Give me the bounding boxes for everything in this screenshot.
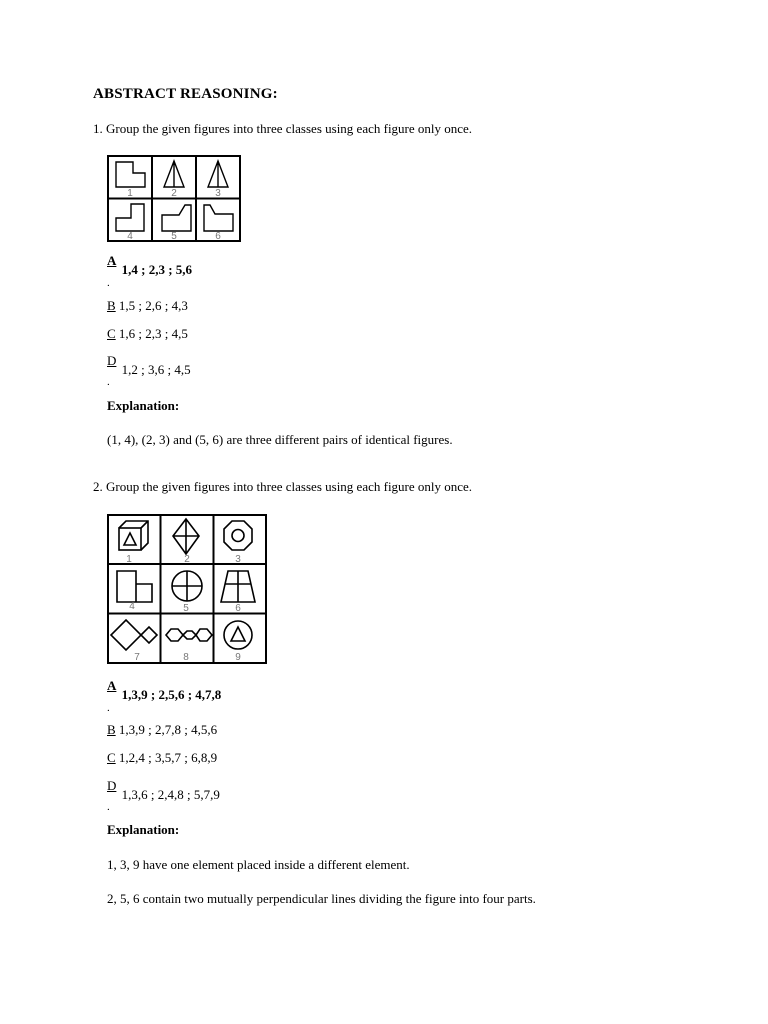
option-letter: D — [107, 778, 117, 793]
figure-label-5: 5 — [183, 603, 189, 614]
option-letter: B — [107, 722, 116, 737]
figure-label-9: 9 — [235, 652, 241, 663]
figure-3-triangle — [208, 161, 228, 187]
figure-label-4: 4 — [129, 601, 135, 612]
figure-label-7: 7 — [134, 652, 140, 663]
q1-option-a[interactable] — [107, 253, 193, 277]
q2-explanation-line-2: 2, 5, 6 contain two mutually perpendicular lines dividing the figure into four parts. — [107, 891, 536, 906]
figure-7-diamonds — [111, 620, 157, 650]
option-answer: 1,3,9 ; 2,5,6 ; 4,7,8 — [121, 687, 222, 702]
option-letter: D — [107, 353, 117, 368]
option-answer: 1,5 ; 2,6 ; 4,3 — [118, 298, 188, 313]
q2-option-d[interactable] — [107, 778, 220, 802]
option-answer: 1,3,9 ; 2,7,8 ; 4,5,6 — [118, 722, 218, 737]
figure-3-octagon-with-circle — [224, 521, 252, 550]
q2-option-c[interactable] — [107, 750, 217, 766]
figure-label-1: 1 — [126, 554, 132, 565]
option-answer: 1,2 ; 3,6 ; 4,5 — [121, 362, 191, 377]
question-1-text: 1. Group the given figures into three classes using each figure only once. — [93, 121, 473, 136]
q1-option-b[interactable] — [107, 298, 188, 314]
q2-explanation-heading: Explanation: — [107, 822, 180, 837]
figure-8-hexagon-chain — [166, 629, 212, 641]
figure-4-l-shape — [116, 204, 144, 231]
q1-option-d[interactable] — [107, 353, 191, 377]
figure-label-5: 5 — [171, 231, 177, 242]
figure-label-2: 2 — [184, 554, 190, 565]
q1-explanation-line: (1, 4), (2, 3) and (5, 6) are three different pairs of identical figures. — [107, 432, 453, 447]
option-letter: C — [107, 326, 116, 341]
figure-label-6: 6 — [215, 231, 221, 242]
page-title: ABSTRACT REASONING: — [93, 86, 278, 102]
q2-explanation-line-1: 1, 3, 9 have one element placed inside a different element. — [107, 857, 410, 872]
question-2-figure-grid — [107, 514, 267, 664]
figure-1-l-shape — [116, 162, 145, 187]
option-answer: 1,6 ; 2,3 ; 4,5 — [118, 326, 188, 341]
q2-option-a-dot: . — [107, 702, 110, 714]
option-letter: C — [107, 750, 116, 765]
figure-label-3: 3 — [235, 554, 241, 565]
question-1-figure-grid — [107, 155, 241, 242]
option-letter: B — [107, 298, 116, 313]
question-2-text: 2. Group the given figures into three classes using each figure only once. — [93, 479, 473, 494]
figure-9-circle-with-triangle — [224, 621, 252, 649]
q1-option-a-dot: . — [107, 277, 110, 289]
q2-option-b[interactable] — [107, 722, 217, 738]
figure-6-trapezoid-with-cross — [221, 571, 255, 602]
figure-label-6: 6 — [235, 603, 241, 614]
figure-label-2: 2 — [171, 188, 177, 199]
figure-label-8: 8 — [183, 652, 189, 663]
option-answer: 1,2,4 ; 3,5,7 ; 6,8,9 — [118, 750, 218, 765]
figure-6-cut-corner-shape — [204, 205, 233, 231]
figure-4-two-rectangles — [117, 571, 152, 602]
option-letter: A — [107, 253, 117, 268]
figure-2-diamond-with-cross — [173, 519, 199, 554]
option-letter: A — [107, 678, 117, 693]
option-answer: 1,4 ; 2,3 ; 5,6 — [121, 262, 193, 277]
q1-explanation-heading: Explanation: — [107, 398, 180, 413]
q2-option-d-dot: . — [107, 801, 110, 813]
figure-label-1: 1 — [127, 188, 133, 199]
option-answer: 1,3,6 ; 2,4,8 ; 5,7,9 — [121, 787, 220, 802]
figure-5-circle-with-cross — [172, 571, 202, 601]
figure-2-triangle — [164, 161, 184, 187]
q1-option-c[interactable] — [107, 326, 188, 342]
q1-option-d-dot: . — [107, 376, 110, 388]
figure-label-4: 4 — [127, 231, 133, 242]
q2-option-a[interactable] — [107, 678, 222, 702]
figure-label-3: 3 — [215, 188, 221, 199]
figure-5-cut-corner-shape — [162, 205, 191, 231]
figure-1-cube-with-triangle — [119, 521, 148, 550]
